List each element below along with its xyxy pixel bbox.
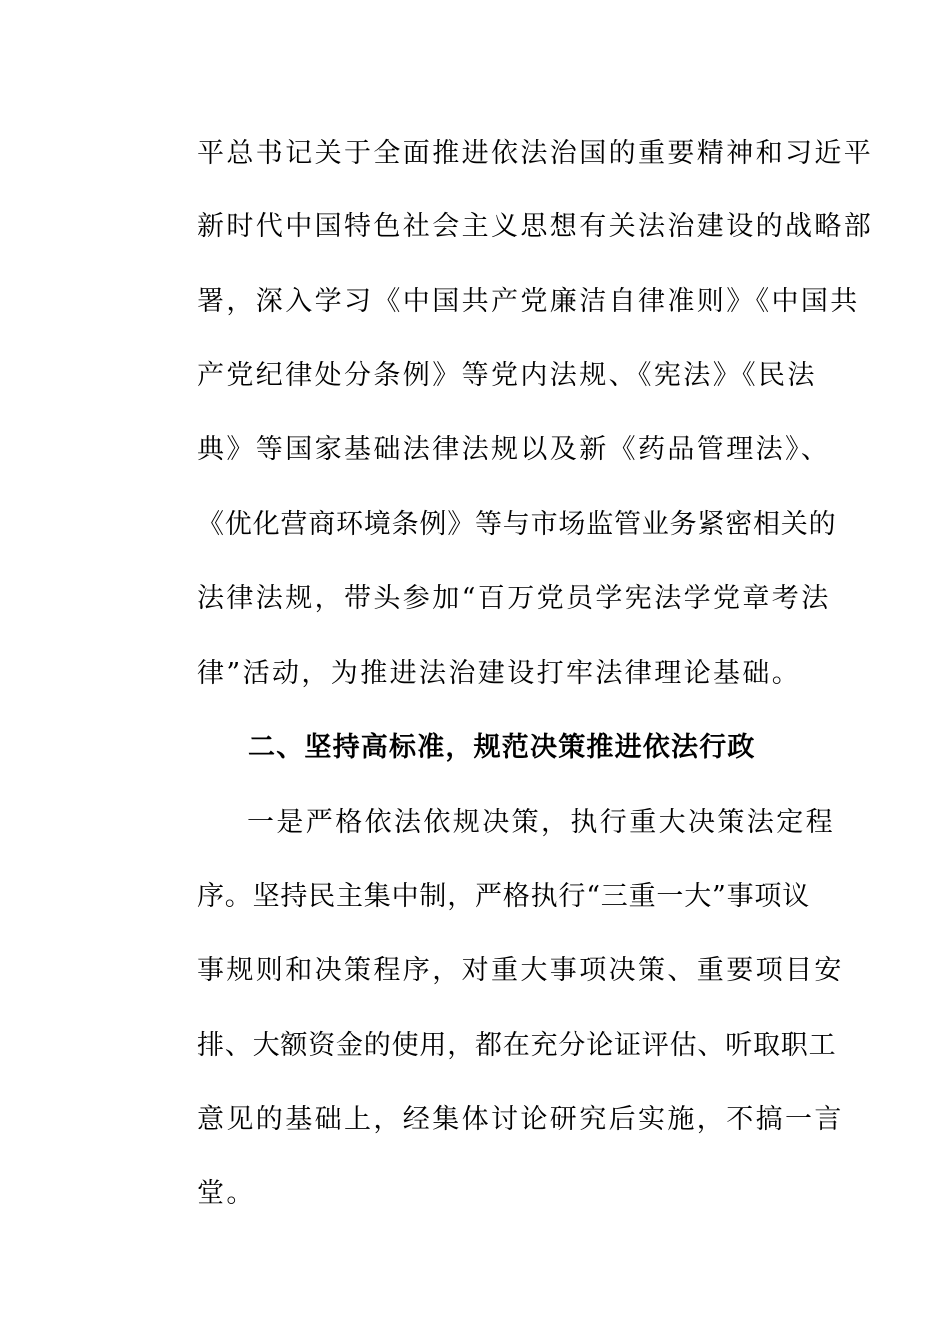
paragraph-1-line-4: 产党纪律处分条例》等党内法规、《宪法》《民法 <box>197 360 817 391</box>
paragraph-2-line-6: 堂。 <box>197 1178 256 1209</box>
paragraph-1-line-1: 平总书记关于全面推进依法治国的重要精神和习近平 <box>197 138 874 169</box>
paragraph-1-line-3: 署，深入学习《中国共产党廉洁自律准则》《中国共 <box>197 286 860 317</box>
paragraph-2-line-2: 序。坚持民主集中制，严格执行“三重一大”事项议 <box>197 881 811 912</box>
paragraph-1-line-6: 《优化营商环境条例》等与市场监管业务紧密相关的 <box>197 509 837 540</box>
paragraph-1-line-7: 法律法规，带头参加“百万党员学宪法学党章考法 <box>197 583 831 614</box>
paragraph-2-line-1: 一是严格依法依规决策，执行重大决策法定程 <box>247 807 835 838</box>
paragraph-2-line-5: 意见的基础上，经集体讨论研究后实施，不搞一言 <box>197 1104 844 1135</box>
section-heading: 二、坚持高标准，规范决策推进依法行政 <box>248 732 756 763</box>
paragraph-2-line-4: 排、大额资金的使用，都在充分论证评估、听取职工 <box>197 1030 837 1061</box>
paragraph-1-line-8: 律”活动，为推进法治建设打牢法律理论基础。 <box>197 658 802 689</box>
paragraph-1-line-2: 新时代中国特色社会主义思想有关法治建设的战略部 <box>197 211 874 242</box>
paragraph-1-line-5: 典》等国家基础法律法规以及新《药品管理法》、 <box>197 434 831 465</box>
paragraph-2-line-3: 事规则和决策程序，对重大事项决策、重要项目安 <box>197 955 844 986</box>
